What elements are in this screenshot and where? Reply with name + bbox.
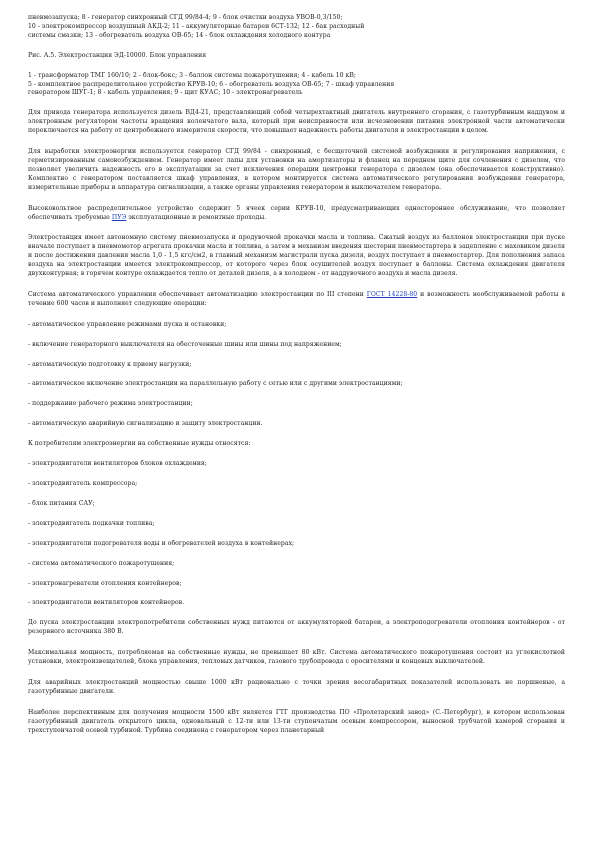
legend-line: генератором ШУГ-1; 8 - кабель управления; 9 - щит КУАС; 10 - электронагреватель — [28, 89, 303, 97]
paragraph-generator: Для выработки электроэнергии используется генератор СГД 99/84 - синхронный, с бесщеточной системой возбуждения и регулирования напряжения, с герметизированным самовозбуждением. Генератор имеет лапы для установки на амортизаторы и фланец на переднем щите для сочленения с дизелем, что позволяет увеличить надежность его в эксплуатации за счет исключения операции центровки генератора с дизелем (она обеспечивается конструктивно). Комплектно с генератором поставляется шкаф управления, в котором монтируется система автоматического регулирования возбуждения генератора, измерительные приборы и аппаратура сигнализации, а также органы управления генератором и выключателем генератора. — [28, 148, 565, 191]
figure-caption: Рис. А.5. Электростанция ЭД-10000. Блок управления — [28, 51, 207, 59]
list-item: - автоматическое включение электростанции на параллельную работу с сетью или с другими электростанциями; — [28, 380, 403, 388]
list-item: - включение генераторного выключателя на обесточенные шины или шины под напряжением; — [28, 340, 342, 348]
link-pue[interactable]: ПУЭ — [111, 213, 127, 221]
list-item: - поддержание рабочего режима электростанции; — [28, 400, 193, 408]
list-item: - электродвигатель компрессора; — [28, 480, 138, 487]
list-item: - система автоматического пожаротушения; — [28, 559, 175, 567]
list-item: - автоматическое управление режимами пуска и остановки; — [28, 320, 227, 328]
legend-line: 1 - трансформатор ТМГ 160/10; 2 - блок-бокс; 3 - баллон системы пожаротушения; 4 - кабель 10 кВ; — [28, 71, 357, 79]
paragraph-diesel-engine: Для привода генератора используется дизель ВД4-21, представляющий собой четырехтактный двигатель внутреннего сгорания, с газотурбинным наддувом и электронным регулятором частоты вращения коленчатого вала, который при неисправности или исчезновении питания электронной части автоматически переключается на работу от центробежного измерителя скорости, что повышает надежность работы двигателя и электростанции в целом. — [28, 109, 565, 135]
figure-legend — [28, 72, 565, 99]
legend-line: системы смазки; 13 - обогреватель воздуха ОВ-65; 14 - блок охлаждения холодного контура — [28, 31, 331, 39]
legend-line: 10 - электрокомпрессор воздушный АКД-2; 11 - аккумуляторные батареи 6СТ-132; 12 - бак расходный — [28, 22, 365, 30]
list-item: - электродвигатели вентиляторов контейнеров. — [28, 599, 185, 607]
paragraph-switchgear: Высоковольтное распределительное устройство содержит 5 ячеек серии КРУВ-10, предусматривающих одностороннее обслуживание, что позволяет обеспечивать требуемые ПУЭ эксплуатационные и ремонтные проходы. — [28, 204, 565, 221]
list-item: - электродвигатели вентиляторов блоков охлаждения; — [28, 460, 207, 468]
list-item: - электродвигатель подкачки топлива; — [28, 519, 155, 527]
paragraph-gas-turbine: Для аварийных электростанций мощностью свыше 1000 кВт рационально с точки зрения весогабаритных показателей использовать не поршневые, а газотурбинные двигатели. — [28, 678, 565, 695]
paragraph-automation: Система автоматического управления обеспечивает автоматизацию электростанции по III степени ГОСТ 14228-80 и возможность необслуживаемой работы в течение 600 часов и выполняет следующие операции: — [28, 290, 565, 307]
paragraph-consumers-intro: К потребителям электроэнергии на собственные нужды относятся: — [28, 440, 251, 448]
legend-line: пневмозапуска; 8 - генератор синхронный СГД 99/84-4; 9 - блок очистки воздуха УВОВ-0,3/150; — [28, 14, 343, 21]
list-item: - электродвигатели подогревателя воды и обогревателей воздуха в контейнерах; — [28, 539, 295, 547]
paragraph-startup-power: До пуска электростанции электропотребители собственных нужд питаются от аккумуляторной батареи, а электроподогреватели отопления контейнеров - от резервного источника 380 В. — [28, 619, 565, 636]
legend-line: 5 - комплектное распределительное устройство КРУВ-10; 6 - обогреватель воздуха ОВ-65; 7 - шкаф управления — [28, 80, 395, 88]
list-item: - автоматическую аварийную сигнализацию и защиту электростанции. — [28, 420, 263, 428]
paragraph-gtg-1500: Наиболее перспективным для получения мощности 1500 кВт является ГТГ производства ПО «Пролетарский завод» (С.-Петербург), в котором использован газотурбинный двигатель открытого цикла, одновальный с 12-ти или 13-ти ступенчатым осевым компрессором, выносной трубчатой камерой сгорания и трехступенчатой осевой турбиной. Турбина соединена с генератором через планетарный — [28, 708, 565, 734]
paragraph-max-power: Максимальная мощность, потребляемая на собственные нужды, не превышает 80 кВт. Система автоматического пожаротушения состоит из углекислотной установки, электроизвещателей, блока управления, тепловых датчиков, газового трубопровода с оросителями и концевых выключателей. — [28, 649, 565, 666]
paragraph-pneumatic-start: Электростанция имеет автономную систему пневмозапуска и продувочной прокачки масла и топлива. Сжатый воздух из баллонов электростанции при пуске вначале поступает в пневмомотор агрегата прокачки масла и топлива, а затем в механизм введения шестерни пневмостартера в зацепление с маховиком дизеля и после достижения давления масла 1,0 - 1,5 кгс/см2, в главный механизм магистрали пуска дизеля, воздух поступает в пневмостартер. Для пополнения запаса воздуха на электростанции имеется электрокомпрессор, от которого через блок осушителей воздух поступает в баллоны. Система охлаждения двигателя двухконтурная; в горячем контуре охлаждается тепло от деталей дизеля, а в холодном - от наддувочного воздуха и масла дизеля. — [28, 234, 565, 278]
list-item: - электронагреватели отопления контейнеров; — [28, 579, 182, 587]
figure-legend-continued — [28, 14, 565, 41]
list-item: - автоматическую подготовку к приему нагрузки; — [28, 360, 192, 368]
link-gost-14228-80[interactable]: ГОСТ 14228-80 — [366, 290, 418, 298]
list-item: - блок питания САУ; — [28, 499, 95, 507]
